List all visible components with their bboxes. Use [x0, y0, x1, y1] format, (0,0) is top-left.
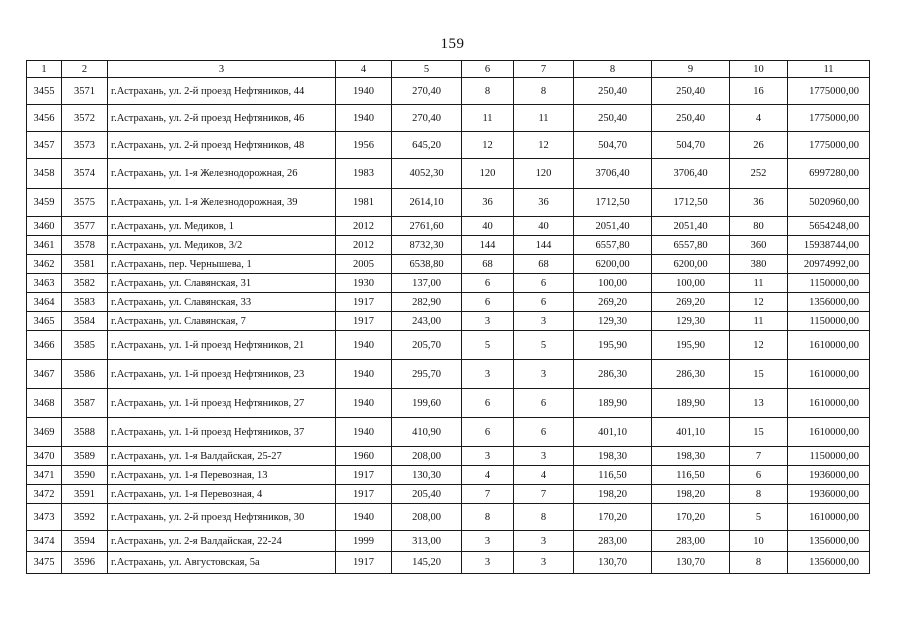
record-id-cell: 3571 — [62, 78, 108, 105]
row-index-cell: 3473 — [27, 504, 62, 531]
amount-cell: 1775000,00 — [788, 132, 870, 159]
year-cell: 1917 — [336, 293, 392, 312]
header-cell: 1 — [27, 61, 62, 78]
residents-cell: 10 — [730, 531, 788, 552]
year-cell: 1930 — [336, 274, 392, 293]
area-total-cell: 205,70 — [392, 331, 462, 360]
year-cell: 2005 — [336, 255, 392, 274]
amount-cell: 1936000,00 — [788, 466, 870, 485]
header-cell: 4 — [336, 61, 392, 78]
amount-cell: 1610000,00 — [788, 389, 870, 418]
row-index-cell: 3471 — [27, 466, 62, 485]
table-row — [27, 312, 870, 331]
area-living-b-cell: 195,90 — [652, 331, 730, 360]
year-cell: 1917 — [336, 552, 392, 574]
row-index-cell: 3468 — [27, 389, 62, 418]
count-b-cell: 40 — [514, 217, 574, 236]
count-a-cell: 5 — [462, 331, 514, 360]
row-index-cell: 3458 — [27, 159, 62, 189]
row-index-cell: 3467 — [27, 360, 62, 389]
table-row — [27, 293, 870, 312]
count-a-cell: 6 — [462, 418, 514, 447]
count-a-cell: 68 — [462, 255, 514, 274]
table-row — [27, 78, 870, 105]
area-living-b-cell: 116,50 — [652, 466, 730, 485]
area-living-a-cell: 3706,40 — [574, 159, 652, 189]
area-total-cell: 243,00 — [392, 312, 462, 331]
address-cell: г.Астрахань, ул. 1-я Перевозная, 4 — [108, 485, 336, 504]
residents-cell: 15 — [730, 418, 788, 447]
amount-cell: 1150000,00 — [788, 274, 870, 293]
header-cell: 3 — [108, 61, 336, 78]
residents-cell: 15 — [730, 360, 788, 389]
address-cell: г.Астрахань, ул. 2-й проезд Нефтяников, 44 — [108, 78, 336, 105]
address-cell: г.Астрахань, ул. Славянская, 7 — [108, 312, 336, 331]
area-total-cell: 145,20 — [392, 552, 462, 574]
year-cell: 1940 — [336, 418, 392, 447]
residents-cell: 4 — [730, 105, 788, 132]
table-row — [27, 504, 870, 531]
area-living-a-cell: 198,30 — [574, 447, 652, 466]
residents-cell: 12 — [730, 293, 788, 312]
header-cell: 10 — [730, 61, 788, 78]
count-b-cell: 8 — [514, 504, 574, 531]
area-living-b-cell: 401,10 — [652, 418, 730, 447]
year-cell: 1960 — [336, 447, 392, 466]
row-index-cell: 3475 — [27, 552, 62, 574]
area-living-a-cell: 6557,80 — [574, 236, 652, 255]
row-index-cell: 3472 — [27, 485, 62, 504]
table-row — [27, 274, 870, 293]
area-living-b-cell: 6200,00 — [652, 255, 730, 274]
area-living-b-cell: 250,40 — [652, 105, 730, 132]
area-living-a-cell: 130,70 — [574, 552, 652, 574]
area-total-cell: 4052,30 — [392, 159, 462, 189]
area-living-b-cell: 250,40 — [652, 78, 730, 105]
count-a-cell: 3 — [462, 552, 514, 574]
count-b-cell: 3 — [514, 531, 574, 552]
header-cell: 11 — [788, 61, 870, 78]
area-living-b-cell: 283,00 — [652, 531, 730, 552]
year-cell: 1940 — [336, 360, 392, 389]
row-index-cell: 3459 — [27, 189, 62, 217]
residents-cell: 12 — [730, 331, 788, 360]
area-living-a-cell: 129,30 — [574, 312, 652, 331]
area-total-cell: 2614,10 — [392, 189, 462, 217]
area-living-a-cell: 189,90 — [574, 389, 652, 418]
amount-cell: 1610000,00 — [788, 331, 870, 360]
count-b-cell: 68 — [514, 255, 574, 274]
count-b-cell: 11 — [514, 105, 574, 132]
table-row — [27, 485, 870, 504]
count-b-cell: 3 — [514, 552, 574, 574]
area-living-b-cell: 504,70 — [652, 132, 730, 159]
table-row — [27, 466, 870, 485]
table-body — [27, 78, 870, 574]
year-cell: 1956 — [336, 132, 392, 159]
area-living-a-cell: 504,70 — [574, 132, 652, 159]
year-cell: 1983 — [336, 159, 392, 189]
area-total-cell: 208,00 — [392, 504, 462, 531]
amount-cell: 1356000,00 — [788, 552, 870, 574]
residents-cell: 26 — [730, 132, 788, 159]
row-index-cell: 3465 — [27, 312, 62, 331]
row-index-cell: 3462 — [27, 255, 62, 274]
record-id-cell: 3591 — [62, 485, 108, 504]
residents-cell: 16 — [730, 78, 788, 105]
record-id-cell: 3575 — [62, 189, 108, 217]
header-cell: 6 — [462, 61, 514, 78]
amount-cell: 1775000,00 — [788, 78, 870, 105]
amount-cell: 15938744,00 — [788, 236, 870, 255]
amount-cell: 1356000,00 — [788, 531, 870, 552]
record-id-cell: 3585 — [62, 331, 108, 360]
row-index-cell: 3460 — [27, 217, 62, 236]
address-cell: г.Астрахань, ул. 1-я Перевозная, 13 — [108, 466, 336, 485]
area-living-a-cell: 198,20 — [574, 485, 652, 504]
address-cell: г.Астрахань, ул. 1-й проезд Нефтяников, 23 — [108, 360, 336, 389]
area-total-cell: 208,00 — [392, 447, 462, 466]
area-living-b-cell: 6557,80 — [652, 236, 730, 255]
area-living-a-cell: 100,00 — [574, 274, 652, 293]
record-id-cell: 3574 — [62, 159, 108, 189]
header-cell: 2 — [62, 61, 108, 78]
count-b-cell: 5 — [514, 331, 574, 360]
count-a-cell: 7 — [462, 485, 514, 504]
residents-cell: 13 — [730, 389, 788, 418]
table-row — [27, 552, 870, 574]
residents-cell: 36 — [730, 189, 788, 217]
year-cell: 1940 — [336, 389, 392, 418]
table-row — [27, 236, 870, 255]
row-index-cell: 3457 — [27, 132, 62, 159]
area-total-cell: 205,40 — [392, 485, 462, 504]
year-cell: 2012 — [336, 236, 392, 255]
area-total-cell: 6538,80 — [392, 255, 462, 274]
count-a-cell: 3 — [462, 447, 514, 466]
row-index-cell: 3464 — [27, 293, 62, 312]
address-cell: г.Астрахань, ул. 2-й проезд Нефтяников, 30 — [108, 504, 336, 531]
area-total-cell: 645,20 — [392, 132, 462, 159]
area-living-b-cell: 100,00 — [652, 274, 730, 293]
residents-cell: 6 — [730, 466, 788, 485]
area-living-a-cell: 283,00 — [574, 531, 652, 552]
count-a-cell: 6 — [462, 293, 514, 312]
amount-cell: 20974992,00 — [788, 255, 870, 274]
row-index-cell: 3455 — [27, 78, 62, 105]
amount-cell: 1936000,00 — [788, 485, 870, 504]
year-cell: 1940 — [336, 105, 392, 132]
record-id-cell: 3587 — [62, 389, 108, 418]
year-cell: 1917 — [336, 466, 392, 485]
count-a-cell: 11 — [462, 105, 514, 132]
count-b-cell: 6 — [514, 274, 574, 293]
amount-cell: 1610000,00 — [788, 418, 870, 447]
area-living-b-cell: 189,90 — [652, 389, 730, 418]
record-id-cell: 3573 — [62, 132, 108, 159]
housing-register-table — [26, 60, 870, 574]
record-id-cell: 3588 — [62, 418, 108, 447]
residents-cell: 80 — [730, 217, 788, 236]
record-id-cell: 3572 — [62, 105, 108, 132]
table-row — [27, 447, 870, 466]
record-id-cell: 3589 — [62, 447, 108, 466]
year-cell: 2012 — [336, 217, 392, 236]
amount-cell: 1150000,00 — [788, 312, 870, 331]
amount-cell: 5020960,00 — [788, 189, 870, 217]
count-a-cell: 36 — [462, 189, 514, 217]
table-row — [27, 132, 870, 159]
count-b-cell: 6 — [514, 293, 574, 312]
row-index-cell: 3466 — [27, 331, 62, 360]
count-a-cell: 4 — [462, 466, 514, 485]
table-row — [27, 531, 870, 552]
count-b-cell: 6 — [514, 389, 574, 418]
table-row — [27, 331, 870, 360]
area-living-a-cell: 195,90 — [574, 331, 652, 360]
area-total-cell: 313,00 — [392, 531, 462, 552]
residents-cell: 8 — [730, 485, 788, 504]
address-cell: г.Астрахань, ул. 2-я Валдайская, 22-24 — [108, 531, 336, 552]
count-b-cell: 3 — [514, 447, 574, 466]
address-cell: г.Астрахань, ул. 2-й проезд Нефтяников, 48 — [108, 132, 336, 159]
record-id-cell: 3586 — [62, 360, 108, 389]
area-total-cell: 270,40 — [392, 78, 462, 105]
residents-cell: 7 — [730, 447, 788, 466]
area-total-cell: 199,60 — [392, 389, 462, 418]
area-living-a-cell: 170,20 — [574, 504, 652, 531]
area-living-a-cell: 401,10 — [574, 418, 652, 447]
page-number: 159 — [440, 36, 465, 52]
residents-cell: 8 — [730, 552, 788, 574]
count-a-cell: 6 — [462, 389, 514, 418]
address-cell: г.Астрахань, ул. 1-й проезд Нефтяников, 37 — [108, 418, 336, 447]
record-id-cell: 3582 — [62, 274, 108, 293]
record-id-cell: 3594 — [62, 531, 108, 552]
record-id-cell: 3581 — [62, 255, 108, 274]
residents-cell: 252 — [730, 159, 788, 189]
area-total-cell: 270,40 — [392, 105, 462, 132]
count-a-cell: 40 — [462, 217, 514, 236]
area-total-cell: 130,30 — [392, 466, 462, 485]
table-row — [27, 418, 870, 447]
address-cell: г.Астрахань, пер. Чернышева, 1 — [108, 255, 336, 274]
table-row — [27, 189, 870, 217]
row-index-cell: 3469 — [27, 418, 62, 447]
area-living-b-cell: 170,20 — [652, 504, 730, 531]
amount-cell: 5654248,00 — [788, 217, 870, 236]
area-living-b-cell: 3706,40 — [652, 159, 730, 189]
count-a-cell: 3 — [462, 360, 514, 389]
record-id-cell: 3578 — [62, 236, 108, 255]
count-a-cell: 8 — [462, 78, 514, 105]
header-cell: 9 — [652, 61, 730, 78]
amount-cell: 6997280,00 — [788, 159, 870, 189]
table-row — [27, 159, 870, 189]
address-cell: г.Астрахань, ул. 1-й проезд Нефтяников, 21 — [108, 331, 336, 360]
record-id-cell: 3583 — [62, 293, 108, 312]
table-row — [27, 255, 870, 274]
amount-cell: 1610000,00 — [788, 504, 870, 531]
residents-cell: 360 — [730, 236, 788, 255]
count-a-cell: 6 — [462, 274, 514, 293]
area-living-b-cell: 1712,50 — [652, 189, 730, 217]
area-living-b-cell: 269,20 — [652, 293, 730, 312]
address-cell: г.Астрахань, ул. Августовская, 5а — [108, 552, 336, 574]
amount-cell: 1356000,00 — [788, 293, 870, 312]
area-living-b-cell: 286,30 — [652, 360, 730, 389]
residents-cell: 11 — [730, 274, 788, 293]
address-cell: г.Астрахань, ул. 2-й проезд Нефтяников, 46 — [108, 105, 336, 132]
count-b-cell: 4 — [514, 466, 574, 485]
address-cell: г.Астрахань, ул. 1-я Железнодорожная, 39 — [108, 189, 336, 217]
count-b-cell: 120 — [514, 159, 574, 189]
area-living-b-cell: 2051,40 — [652, 217, 730, 236]
year-cell: 1917 — [336, 312, 392, 331]
area-total-cell: 2761,60 — [392, 217, 462, 236]
count-a-cell: 8 — [462, 504, 514, 531]
record-id-cell: 3577 — [62, 217, 108, 236]
area-total-cell: 295,70 — [392, 360, 462, 389]
area-living-a-cell: 6200,00 — [574, 255, 652, 274]
count-b-cell: 144 — [514, 236, 574, 255]
area-living-a-cell: 250,40 — [574, 78, 652, 105]
area-living-a-cell: 1712,50 — [574, 189, 652, 217]
row-index-cell: 3470 — [27, 447, 62, 466]
year-cell: 1940 — [336, 331, 392, 360]
count-a-cell: 12 — [462, 132, 514, 159]
amount-cell: 1775000,00 — [788, 105, 870, 132]
count-b-cell: 3 — [514, 312, 574, 331]
area-living-b-cell: 198,30 — [652, 447, 730, 466]
area-total-cell: 282,90 — [392, 293, 462, 312]
count-b-cell: 6 — [514, 418, 574, 447]
area-total-cell: 8732,30 — [392, 236, 462, 255]
amount-cell: 1610000,00 — [788, 360, 870, 389]
address-cell: г.Астрахань, ул. 1-я Железнодорожная, 26 — [108, 159, 336, 189]
header-cell: 8 — [574, 61, 652, 78]
record-id-cell: 3584 — [62, 312, 108, 331]
count-b-cell: 8 — [514, 78, 574, 105]
year-cell: 1917 — [336, 485, 392, 504]
area-living-a-cell: 286,30 — [574, 360, 652, 389]
table-row — [27, 105, 870, 132]
count-a-cell: 3 — [462, 312, 514, 331]
table-header-row — [27, 61, 870, 78]
count-b-cell: 36 — [514, 189, 574, 217]
record-id-cell: 3592 — [62, 504, 108, 531]
count-b-cell: 7 — [514, 485, 574, 504]
header-cell: 7 — [514, 61, 574, 78]
year-cell: 1940 — [336, 504, 392, 531]
address-cell: г.Астрахань, ул. Славянская, 31 — [108, 274, 336, 293]
record-id-cell: 3590 — [62, 466, 108, 485]
area-living-a-cell: 116,50 — [574, 466, 652, 485]
address-cell: г.Астрахань, ул. Славянская, 33 — [108, 293, 336, 312]
area-total-cell: 410,90 — [392, 418, 462, 447]
year-cell: 1940 — [336, 78, 392, 105]
area-living-a-cell: 269,20 — [574, 293, 652, 312]
residents-cell: 5 — [730, 504, 788, 531]
area-living-b-cell: 129,30 — [652, 312, 730, 331]
count-b-cell: 12 — [514, 132, 574, 159]
header-cell: 5 — [392, 61, 462, 78]
row-index-cell: 3461 — [27, 236, 62, 255]
table-row — [27, 360, 870, 389]
address-cell: г.Астрахань, ул. Медиков, 3/2 — [108, 236, 336, 255]
residents-cell: 11 — [730, 312, 788, 331]
table-row — [27, 217, 870, 236]
area-total-cell: 137,00 — [392, 274, 462, 293]
area-living-b-cell: 198,20 — [652, 485, 730, 504]
address-cell: г.Астрахань, ул. 1-я Валдайская, 25-27 — [108, 447, 336, 466]
year-cell: 1999 — [336, 531, 392, 552]
count-a-cell: 3 — [462, 531, 514, 552]
area-living-a-cell: 250,40 — [574, 105, 652, 132]
area-living-a-cell: 2051,40 — [574, 217, 652, 236]
table-row — [27, 389, 870, 418]
count-a-cell: 144 — [462, 236, 514, 255]
row-index-cell: 3456 — [27, 105, 62, 132]
residents-cell: 380 — [730, 255, 788, 274]
row-index-cell: 3463 — [27, 274, 62, 293]
row-index-cell: 3474 — [27, 531, 62, 552]
year-cell: 1981 — [336, 189, 392, 217]
address-cell: г.Астрахань, ул. Медиков, 1 — [108, 217, 336, 236]
address-cell: г.Астрахань, ул. 1-й проезд Нефтяников, 27 — [108, 389, 336, 418]
count-a-cell: 120 — [462, 159, 514, 189]
area-living-b-cell: 130,70 — [652, 552, 730, 574]
amount-cell: 1150000,00 — [788, 447, 870, 466]
count-b-cell: 3 — [514, 360, 574, 389]
record-id-cell: 3596 — [62, 552, 108, 574]
